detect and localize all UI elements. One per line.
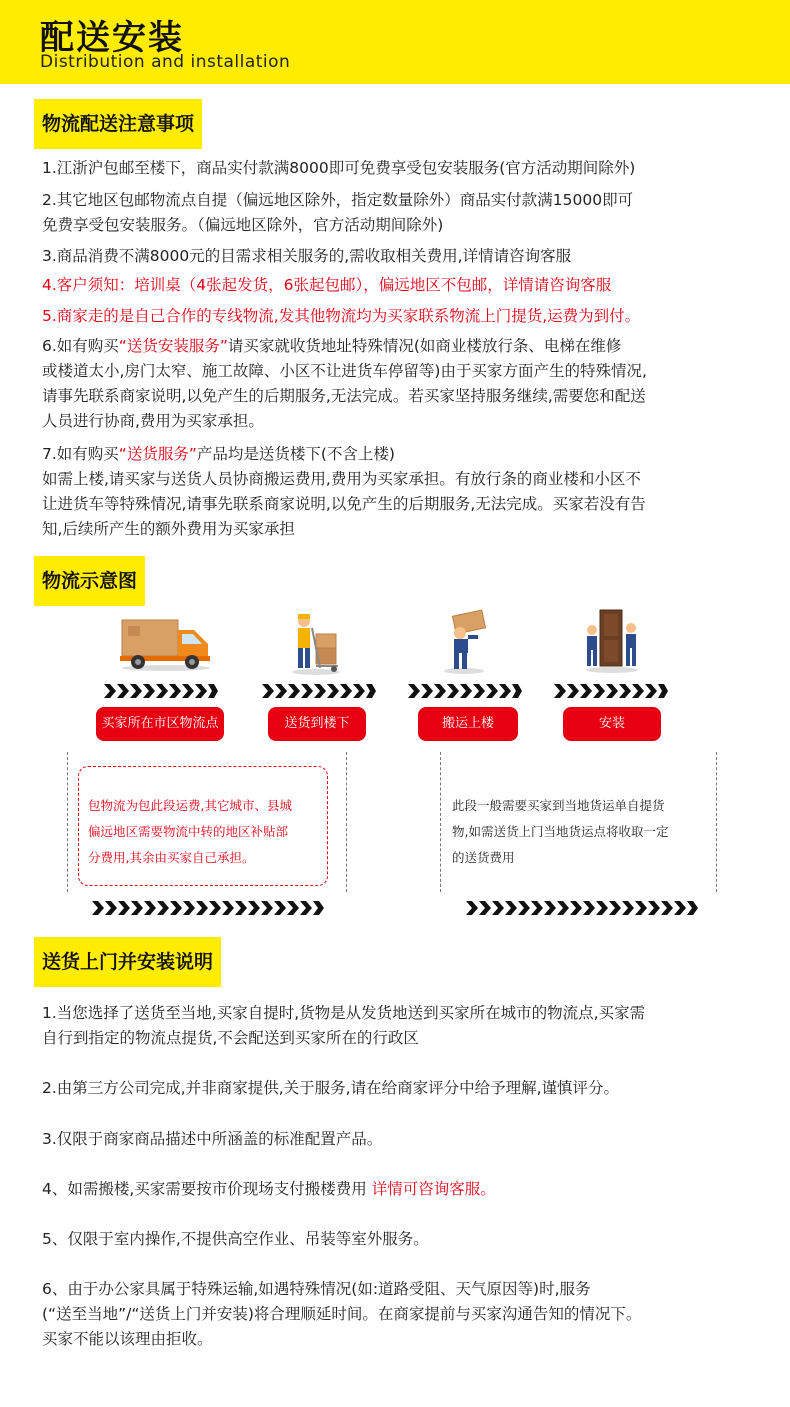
hand-truck-worker-icon bbox=[290, 612, 346, 680]
step-label-logistics-point: 买家所在市区物流点 bbox=[96, 707, 224, 741]
flow-arrows-2 bbox=[262, 683, 376, 703]
dashed-guide bbox=[67, 752, 68, 892]
delivery-truck-icon bbox=[120, 612, 212, 676]
page-header bbox=[0, 0, 790, 84]
flow-arrows-4 bbox=[554, 683, 668, 703]
flow-arrows-1 bbox=[104, 683, 218, 703]
notice-item-3: 3.商品消费不满8000元的目需求相关服务的,需收取相关费用,详情请咨询客服 bbox=[42, 247, 572, 265]
instruction-item-6: 6、由于办公家具属于特殊运输,如遇特殊情况(如:道路受阻、天气原因等)时,服务 (“送至当地”/“送货上门并安装)将合理顺延时间。在商家提前与买家沟通告知的情况下。 买家不能以该理由拒收。 bbox=[42, 1280, 642, 1348]
section-heading-logistics-notes: 物流配送注意事项 bbox=[34, 99, 202, 149]
page-title: 配送安装 bbox=[40, 18, 184, 58]
notice-item-7: 7.如有购买“送货服务”产品均是送货楼下(不含上楼) 如需上楼,请买家与送货人员协商搬运费用,费用为买家承担。有放行条的商业楼和小区不 让进货车等特殊情况,请事先联系商家说明,以免产生的后期服务,无法完成。买家若没有告 知,后续所产生的额外费用为买家承担 bbox=[42, 445, 646, 538]
dashed-guide bbox=[346, 752, 347, 892]
flow-arrows-bottom-left bbox=[92, 900, 324, 920]
instruction-item-2: 2.由第三方公司完成,并非商家提供,关于服务,请在给商家评分中给予理解,谨慎评分。 bbox=[42, 1079, 619, 1097]
flow-arrows-3 bbox=[408, 683, 522, 703]
notice-item-6: 6.如有购买“送货安装服务”请买家就收货地址特殊情况(如商业楼放行条、电梯在维修 或楼道太小,房门太窄、施工故障、小区不让进货车停留等)由于买家方面产生的特殊情况, 请事先联系商家说明,以免产生的后期服务,无法完成。若买家坚持服务继续,需要您和配送 人员进行协商,费用为买家承担。 bbox=[42, 337, 647, 430]
instruction-item-3: 3.仅限于商家商品描述中所涵盖的标准配置产品。 bbox=[42, 1130, 383, 1148]
step-label-deliver-downstairs: 送货到楼下 bbox=[268, 707, 366, 741]
section-heading-logistics-diagram: 物流示意图 bbox=[34, 556, 145, 606]
instruction-item-5: 5、仅限于室内操作,不提供高空作业、吊装等室外服务。 bbox=[42, 1230, 429, 1248]
step-label-carry-upstairs: 搬运上楼 bbox=[418, 707, 518, 741]
step-label-install: 安装 bbox=[563, 707, 661, 741]
note-right: 此段一般需要买家到当地货运单自提货 物,如需送货上门当地货运点将收取一定 的送货费用 bbox=[452, 798, 669, 865]
notice-item-1: 1.江浙沪包邮至楼下，商品实付款满8000即可免费享受包安装服务(官方活动期间除外) bbox=[42, 159, 636, 177]
instruction-item-4: 4、如需搬楼,买家需要按市价现场支付搬楼费用 详情可咨询客服。 bbox=[42, 1180, 496, 1198]
dashed-guide bbox=[716, 752, 717, 892]
dashed-guide bbox=[440, 752, 441, 892]
notice-item-4: 4.客户须知：培训桌（4张起发货，6张起包邮），偏远地区不包邮，详情请咨询客服 bbox=[42, 276, 612, 294]
instruction-item-1: 1.当您选择了送货至当地,买家自提时,货物是从发货地送到买家所在城市的物流点,买家需 自行到指定的物流点提货,不会配送到买家所在的行政区 bbox=[42, 1004, 646, 1047]
page-subtitle: Distribution and installation bbox=[40, 52, 291, 72]
section-heading-delivery-install: 送货上门并安装说明 bbox=[34, 937, 221, 987]
carrying-boxes-worker-icon bbox=[440, 605, 490, 679]
flow-arrows-bottom-right bbox=[466, 900, 698, 920]
note-left: 包物流为包此段运费,其它城市、县城 偏远地区需要物流中转的地区补贴部 分费用,其余由买家自己承担。 bbox=[88, 798, 292, 865]
door-installation-workers-icon bbox=[584, 606, 640, 678]
notice-item-2: 2.其它地区包邮物流点自提（偏远地区除外，指定数量除外）商品实付款满15000即可 免费享受包安装服务。（偏远地区除外，官方活动期间除外) bbox=[42, 191, 634, 234]
notice-item-5: 5.商家走的是自己合作的专线物流,发其他物流均为买家联系物流上门提货,运费为到付。 bbox=[42, 307, 641, 325]
